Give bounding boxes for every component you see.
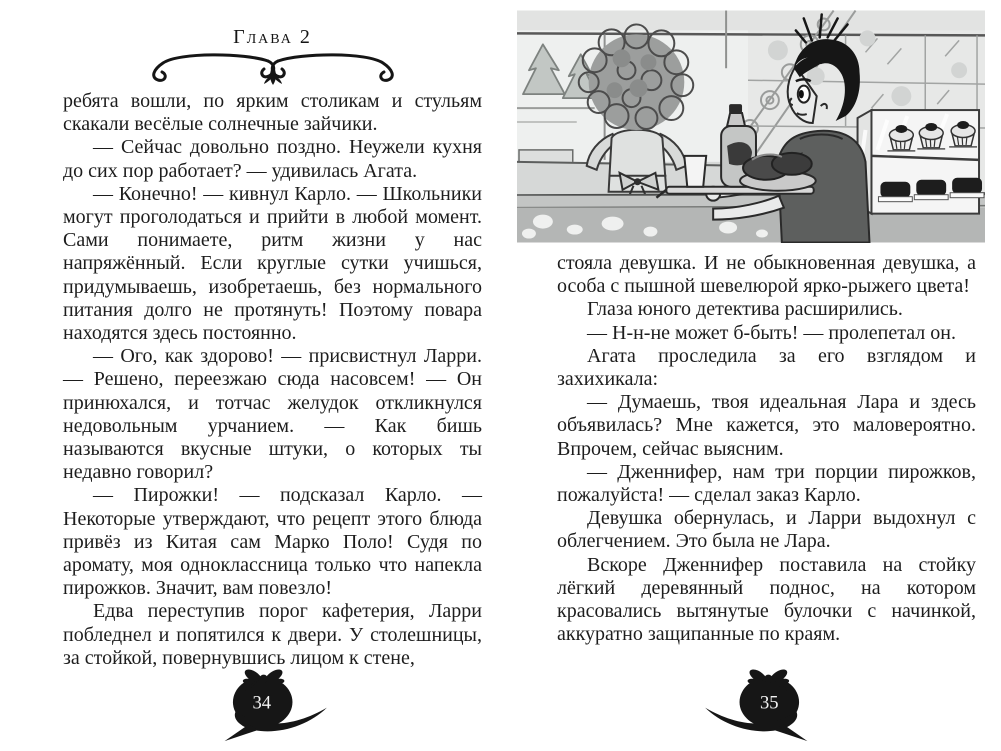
detective-hat-icon [225, 670, 327, 742]
paragraph: Агата проследила за его взглядом и захихикала: [557, 344, 976, 391]
pastry-display-case [858, 110, 984, 214]
page-number: 34 [252, 692, 272, 714]
page-number-hat-right [701, 663, 819, 743]
page-number: 35 [760, 692, 779, 714]
paragraph: ребята вошли, по ярким столикам и стульям скакали весёлые солнечные зайчики. [63, 90, 482, 136]
paragraph: Девушка обернулась, и Ларри выдохнул с облегчением. Это была не Лара. [557, 507, 976, 553]
detective-hat-icon [705, 670, 807, 742]
paragraph: Вскоре Дженнифер поставила на стойку лёгкий деревянный поднос, на котором красовались вытянутые булочки с начинкой, аккуратно защипанные по краям. [557, 553, 976, 646]
paragraph: Едва переступив порог кафетерия, Ларри побледнел и попятился к двери. У столешницы, за стойкой, повернувшись лицом к стене, [63, 600, 482, 669]
body-text-left [63, 90, 482, 670]
paragraph: — Ого, как здорово! — присвистнул Ларри. — Решено, переезжаю сюда насовсем! — Он принюхался, и тотчас желудок откликнулся недовольным урчанием. — Как бишь называются вкусные штуки, о которых ты недавно говорил? [63, 345, 482, 484]
paragraph: — Конечно! — кивнул Карло. — Школьники могут проголодаться и прийти в любой момент. Сами понимаете, ритм жизни у нас напряжённый. Если круглые сутки учишься, придумываешь, изобретаешь, без нормального питания долго не протянуть! Поэтому повара находятся здесь постоянно. [63, 182, 482, 345]
chapter-heading-block [63, 26, 482, 88]
page-number-hat-left [213, 663, 331, 743]
chapter-flourish-ornament [137, 52, 409, 88]
paragraph: — Н-н-не может б-быть! — пролепетал он. [587, 321, 956, 344]
cafeteria-illustration [517, 10, 985, 243]
chapter-title: Глава 2 [233, 26, 312, 48]
paragraph: — Думаешь, твоя идеальная Лара и здесь объявилась? Мне кажется, это маловероятно. Впрочем, сейчас выясним. [557, 391, 976, 460]
body-text-right [557, 252, 976, 646]
paragraph: — Пирожки! — подсказал Карло. — Некоторые утверждают, что рецепт этого блюда привёз из Китая сам Марко Поло! Судя по аромату, моя одноклассница только что напекла пирожков. Значит, вам повезло! [63, 484, 482, 600]
paragraph: — Сейчас довольно поздно. Неужели кухня до сих пор работает? — удивилась Агата. [63, 136, 482, 182]
paragraph: стояла девушка. И не обыкновенная девушка, а особа с пышной шевелюрой ярко-рыжего цвета! [557, 252, 976, 298]
paragraph: Глаза юного детектива расширились. [587, 298, 903, 321]
page-left [0, 0, 500, 751]
page-right [500, 0, 1000, 751]
paragraph: — Дженнифер, нам три порции пирожков, пожалуйста! — сделал заказ Карло. [557, 460, 976, 507]
